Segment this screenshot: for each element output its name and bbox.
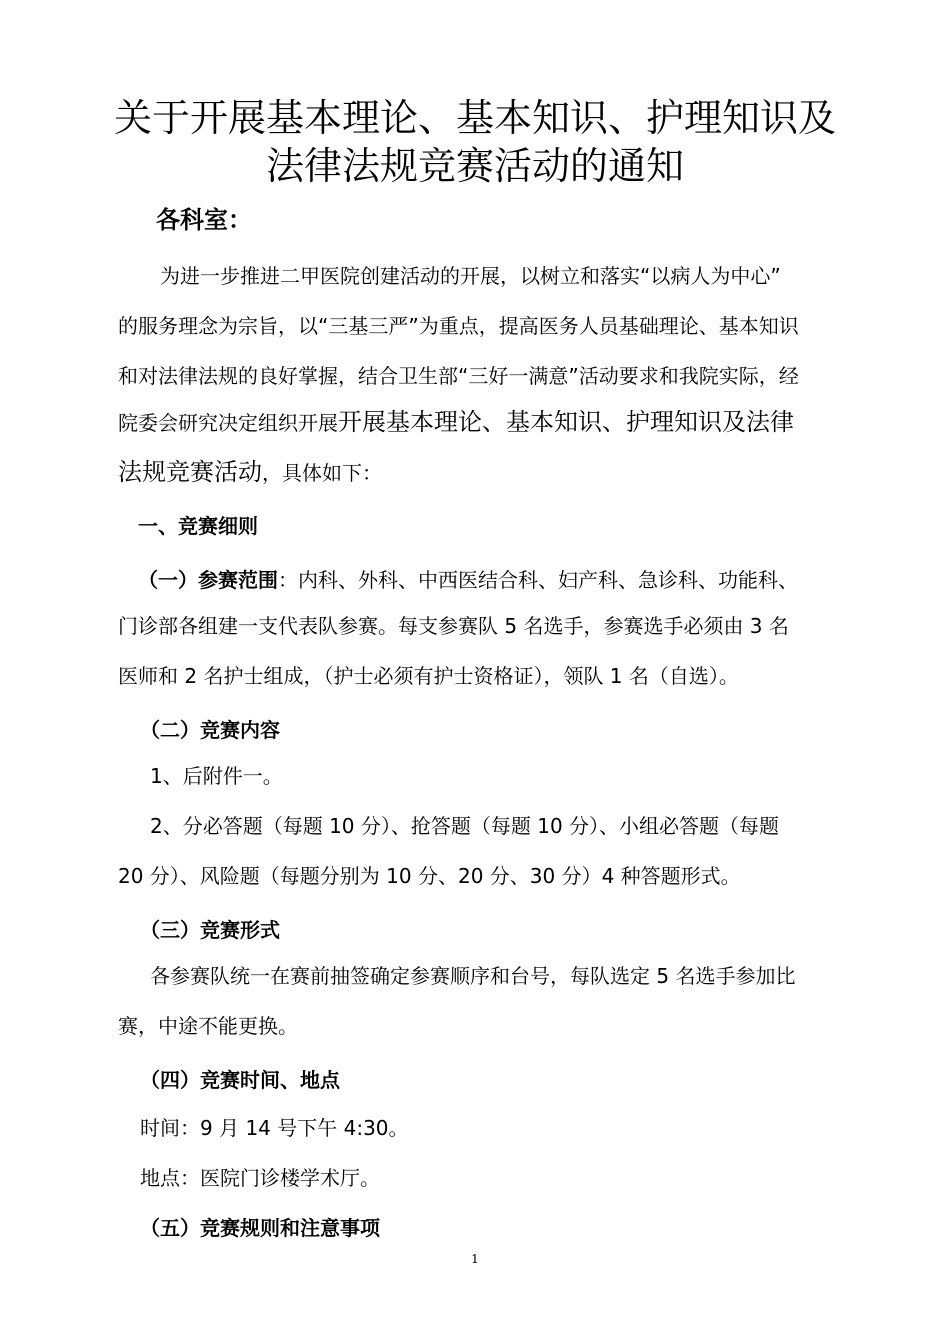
intro-line-4a: 院委会研究决定组织开展 [118,411,338,435]
s2-line-3: 20 分）、风险题（每题分别为 10 分、20 分、30 分）4 种答题形式。 [118,864,741,888]
intro-line-1: 为进一步推进二甲医院创建活动的开展，以树立和落实“以病人为中心” [160,264,781,288]
intro-line-5a: 法规竞赛活动 [118,458,262,486]
s4-place: 地点：医院门诊楼学术厅。 [140,1166,380,1190]
s4-time: 时间：9 月 14 号下午 4:30。 [140,1116,409,1140]
intro-line-4 [118,408,838,437]
s2-line-2: 2、分必答题（每题 10 分）、抢答题（每题 10 分）、小组必答题（每题 [150,814,780,838]
s1-line-2: 门诊部各组建一支代表队参赛。每支参赛队 5 名选手，参赛选手必须由 3 名 [118,614,789,638]
s1-line-1-text: ：内科、外科、中西医结合科、妇产科、急诊科、功能科、 [278,568,798,592]
s2-heading: （二）竞赛内容 [140,718,280,742]
title-line-2: 法律法规竞赛活动的通知 [265,144,684,188]
s3-line-1: 各参赛队统一在赛前抽签确定参赛顺序和台号，每队选定 5 名选手参加比 [150,964,796,988]
s3-heading: （三）竞赛形式 [140,918,280,942]
salutation: 各科室： [156,206,252,234]
section-1-heading: 一、竞赛细则 [138,514,258,538]
page-number: 1 [471,1252,479,1266]
s5-heading: （五）竞赛规则和注意事项 [140,1216,380,1240]
intro-line-5 [118,458,838,487]
intro-line-2: 的服务理念为宗旨，以“三基三严”为重点，提高医务人员基础理论、基本知识 [118,314,799,338]
title-line-1: 关于开展基本理论、基本知识、护理知识及 [113,96,836,140]
s3-line-2: 赛，中途不能更换。 [118,1014,298,1038]
s1-line-3: 医师和 2 名护士组成，（护士必须有护士资格证），领队 1 名（自选）。 [118,664,739,688]
s1-line-1 [138,566,858,594]
intro-line-3: 和对法律法规的良好掌握，结合卫生部“三好一满意”活动要求和我院实际，经 [118,364,799,388]
intro-line-4b: 开展基本理论、基本知识、护理知识及法律 [338,408,794,436]
s4-heading: （四）竞赛时间、地点 [140,1068,340,1092]
s1-heading: （一）参赛范围 [138,568,278,592]
s2-line-1: 1、后附件一。 [150,764,283,788]
intro-line-5b: ，具体如下： [262,461,382,485]
